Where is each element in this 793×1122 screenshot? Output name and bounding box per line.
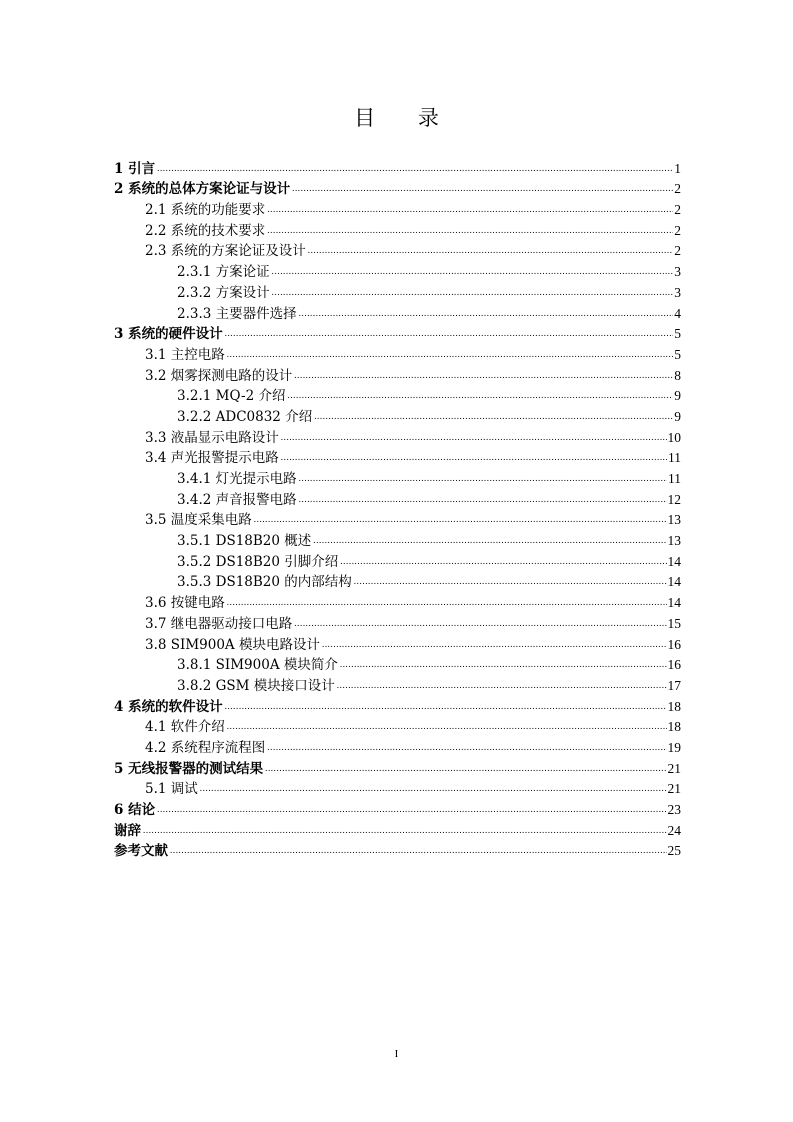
toc-entry[interactable] bbox=[114, 363, 681, 384]
dot-leader bbox=[313, 536, 666, 546]
toc-page-number: 8 bbox=[674, 367, 681, 383]
toc-label: 3.2.1 MQ-2 介绍 bbox=[177, 388, 286, 405]
dot-leader bbox=[254, 515, 667, 525]
dot-leader bbox=[227, 722, 667, 732]
toc-label: 3.2 烟雾探测电路的设计 bbox=[145, 367, 293, 384]
toc-label: 2.2 系统的技术要求 bbox=[145, 222, 266, 239]
toc-label: 3.4.2 声音报警电路 bbox=[177, 491, 297, 508]
toc-page-number: 19 bbox=[667, 739, 681, 755]
toc-label: 2.3.2 方案设计 bbox=[177, 284, 270, 301]
toc-label: 2.3.1 方案论证 bbox=[177, 264, 270, 281]
toc-entry[interactable] bbox=[114, 797, 681, 818]
toc-label: 3.5 温度采集电路 bbox=[145, 512, 252, 529]
toc-entry[interactable] bbox=[114, 259, 681, 280]
toc-entry[interactable] bbox=[114, 673, 681, 694]
toc-label: 1 引言 bbox=[114, 160, 156, 177]
toc-label: 3.8.2 GSM 模块接口设计 bbox=[177, 677, 335, 694]
toc-label: 6 结论 bbox=[114, 802, 156, 818]
toc-page-number: 24 bbox=[667, 822, 681, 838]
toc-entry[interactable] bbox=[114, 218, 681, 239]
dot-leader bbox=[354, 577, 667, 587]
toc-label: 2.3 系统的方案论证及设计 bbox=[145, 243, 306, 260]
toc-page-number: 13 bbox=[667, 512, 681, 528]
toc-label: 3.5.1 DS18B20 概述 bbox=[177, 533, 312, 550]
toc-entry[interactable] bbox=[114, 694, 681, 715]
toc-label: 3.8.1 SIM900A 模块简介 bbox=[177, 657, 338, 674]
toc-entry[interactable] bbox=[114, 590, 681, 611]
toc-label: 3.7 继电器驱动接口电路 bbox=[145, 615, 293, 632]
dot-leader bbox=[170, 846, 667, 856]
toc-page-number: 13 bbox=[667, 533, 681, 549]
toc-label: 5 无线报警器的测试结果 bbox=[114, 760, 264, 777]
toc-label: 3.2.2 ADC0832 介绍 bbox=[177, 408, 313, 425]
toc-page-number: 3 bbox=[674, 284, 681, 300]
toc-label: 5.1 调试 bbox=[145, 781, 198, 798]
toc-page-number: 3 bbox=[674, 264, 681, 280]
toc-page-number: 16 bbox=[667, 657, 681, 673]
dot-leader bbox=[299, 474, 667, 484]
dot-leader bbox=[272, 267, 674, 277]
toc-entry[interactable] bbox=[114, 280, 681, 301]
toc-label: 3.1 主控电路 bbox=[145, 346, 225, 363]
toc-entry[interactable] bbox=[114, 508, 681, 529]
toc-entry[interactable] bbox=[114, 653, 681, 674]
dot-leader bbox=[308, 246, 673, 256]
dot-leader bbox=[287, 391, 673, 401]
toc-entry[interactable] bbox=[114, 446, 681, 467]
toc-page-number: 2 bbox=[674, 243, 681, 259]
dot-leader bbox=[200, 784, 667, 794]
toc-entry[interactable] bbox=[114, 839, 681, 860]
dot-leader bbox=[267, 743, 666, 753]
toc-page-number: 21 bbox=[667, 781, 681, 797]
toc-page-number: 9 bbox=[674, 408, 681, 424]
toc-entry[interactable] bbox=[114, 528, 681, 549]
dot-leader bbox=[267, 226, 673, 236]
toc-entry[interactable] bbox=[114, 549, 681, 570]
toc-page-number: 2 bbox=[674, 222, 681, 238]
dot-leader bbox=[227, 350, 673, 360]
toc-label: 2.1 系统的功能要求 bbox=[145, 202, 266, 219]
table-of-contents bbox=[114, 156, 681, 859]
toc-entry[interactable] bbox=[114, 611, 681, 632]
toc-page-number: 21 bbox=[667, 760, 681, 776]
dot-leader bbox=[157, 805, 666, 815]
dot-leader bbox=[227, 598, 667, 608]
dot-leader bbox=[225, 329, 674, 339]
toc-label: 3.3 液晶显示电路设计 bbox=[145, 429, 279, 446]
toc-page-number: 5 bbox=[674, 346, 681, 362]
toc-page-number: 10 bbox=[667, 429, 681, 445]
page-title: 目 录 bbox=[354, 106, 457, 130]
toc-page-number: 18 bbox=[667, 698, 681, 714]
toc-entry[interactable] bbox=[114, 487, 681, 508]
toc-page-number: 18 bbox=[667, 719, 681, 735]
toc-entry[interactable] bbox=[114, 239, 681, 260]
dot-leader bbox=[272, 288, 674, 298]
toc-entry[interactable] bbox=[114, 156, 681, 177]
toc-page-number: 15 bbox=[667, 615, 681, 631]
toc-page-number: 1 bbox=[674, 160, 681, 176]
toc-entry[interactable] bbox=[114, 404, 681, 425]
toc-label: 4 系统的软件设计 bbox=[114, 698, 223, 715]
dot-leader bbox=[337, 681, 667, 691]
dot-leader bbox=[340, 557, 666, 567]
toc-label: 3 系统的硬件设计 bbox=[114, 326, 223, 343]
dot-leader bbox=[225, 702, 667, 712]
toc-entry[interactable] bbox=[114, 818, 681, 839]
toc-label: 3.5.2 DS18B20 引脚介绍 bbox=[177, 553, 339, 570]
toc-entry[interactable] bbox=[114, 715, 681, 736]
toc-page-number: 2 bbox=[674, 202, 681, 218]
toc-entry[interactable] bbox=[114, 322, 681, 343]
toc-label: 4.2 系统程序流程图 bbox=[145, 739, 266, 756]
toc-label: 4.1 软件介绍 bbox=[145, 719, 225, 736]
dot-leader bbox=[281, 453, 667, 463]
toc-entry[interactable] bbox=[114, 425, 681, 446]
page-footer-number: I bbox=[394, 1048, 399, 1060]
dot-leader bbox=[340, 660, 667, 670]
toc-entry[interactable] bbox=[114, 756, 681, 777]
toc-entry[interactable] bbox=[114, 570, 681, 591]
dot-leader bbox=[322, 640, 667, 650]
toc-label: 谢辞 bbox=[114, 822, 141, 839]
toc-page-number: 25 bbox=[667, 843, 681, 859]
toc-page-number: 23 bbox=[667, 802, 681, 817]
dot-leader bbox=[294, 619, 666, 629]
toc-entry[interactable] bbox=[114, 301, 681, 322]
dot-leader bbox=[157, 164, 673, 174]
toc-page-number: 9 bbox=[674, 388, 681, 404]
dot-leader bbox=[265, 764, 666, 774]
toc-label: 3.8 SIM900A 模块电路设计 bbox=[145, 636, 320, 653]
toc-page-number: 14 bbox=[667, 595, 681, 611]
dot-leader bbox=[294, 371, 673, 381]
toc-entry[interactable] bbox=[114, 735, 681, 756]
toc-page-number: 2 bbox=[674, 181, 681, 197]
toc-label: 3.4 声光报警提示电路 bbox=[145, 450, 279, 467]
dot-leader bbox=[299, 309, 674, 319]
toc-page-number: 11 bbox=[668, 471, 681, 486]
toc-page-number: 5 bbox=[674, 326, 681, 342]
toc-entry[interactable] bbox=[114, 384, 681, 405]
toc-page-number: 11 bbox=[668, 450, 681, 466]
toc-page-number: 17 bbox=[667, 677, 681, 693]
toc-page-number: 4 bbox=[674, 305, 681, 321]
toc-entry[interactable] bbox=[114, 342, 681, 363]
toc-page-number: 14 bbox=[667, 574, 681, 590]
dot-leader bbox=[143, 826, 667, 836]
toc-label: 参考文献 bbox=[114, 843, 168, 860]
toc-label: 3.6 按键电路 bbox=[145, 595, 225, 612]
toc-page-number: 16 bbox=[667, 636, 681, 652]
dot-leader bbox=[292, 184, 673, 194]
toc-entry[interactable] bbox=[114, 197, 681, 218]
toc-entry[interactable] bbox=[114, 177, 681, 198]
toc-label: 3.4.1 灯光提示电路 bbox=[177, 471, 297, 487]
dot-leader bbox=[267, 205, 673, 215]
dot-leader bbox=[299, 495, 667, 505]
toc-entry[interactable] bbox=[114, 466, 681, 487]
toc-page-number: 12 bbox=[667, 491, 681, 507]
dot-leader bbox=[281, 433, 667, 443]
toc-label: 2.3.3 主要器件选择 bbox=[177, 305, 297, 322]
toc-entry[interactable] bbox=[114, 777, 681, 798]
toc-label: 3.5.3 DS18B20 的内部结构 bbox=[177, 574, 352, 591]
toc-entry[interactable] bbox=[114, 632, 681, 653]
dot-leader bbox=[314, 412, 673, 422]
toc-page-number: 14 bbox=[667, 553, 681, 569]
toc-label: 2 系统的总体方案论证与设计 bbox=[114, 181, 291, 198]
